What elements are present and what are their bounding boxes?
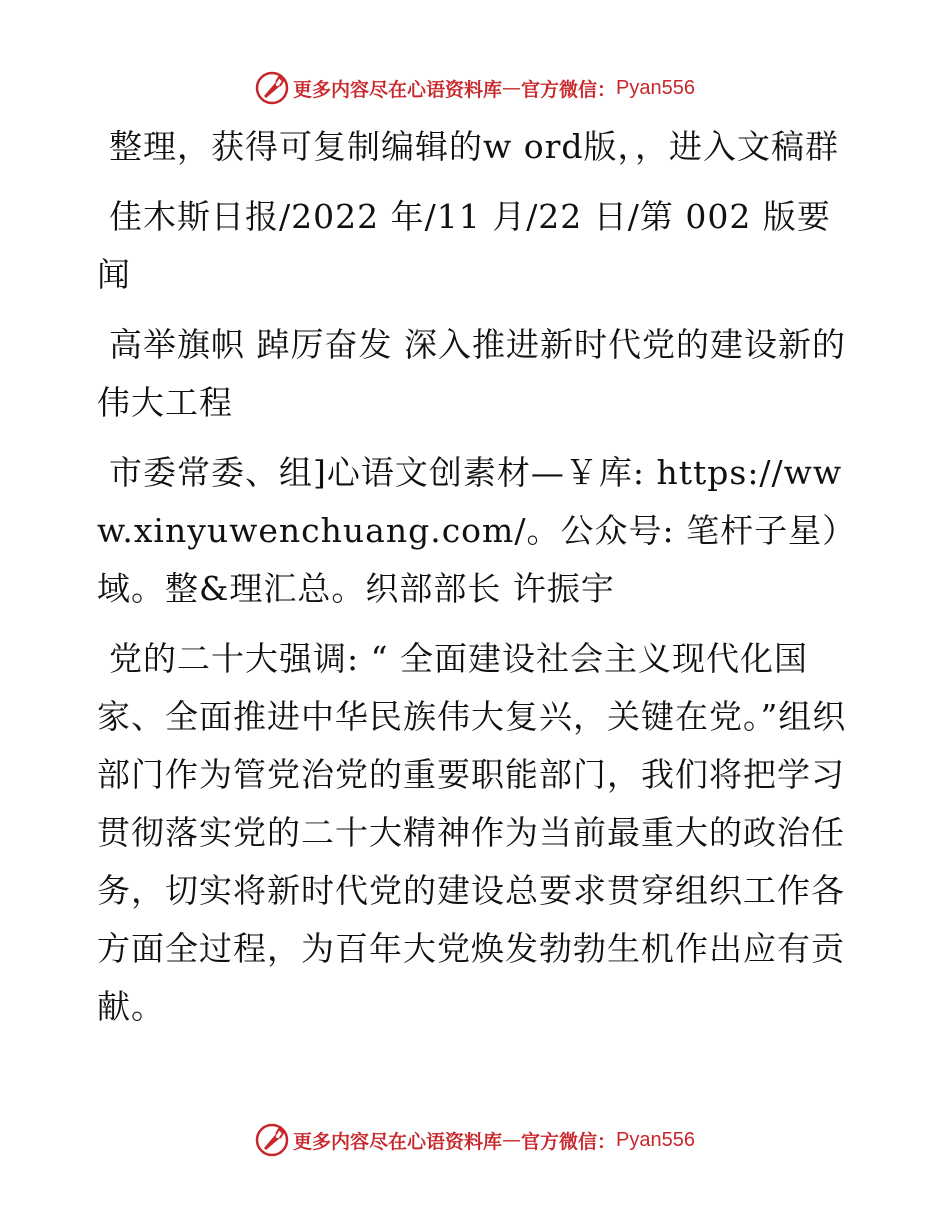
- watermark-banner-bottom: [0, 1120, 950, 1160]
- watermark-wechat-label: 官方微信：: [521, 1130, 617, 1153]
- watermark-banner-top: [0, 68, 950, 108]
- watermark-wechat-id: Pyan556: [616, 1128, 695, 1151]
- fountain-pen-nib-icon: [255, 71, 289, 105]
- body-paragraph: 党的二十大强调: “ 全面建设社会主义现代化国家、全面推进中华民族伟大复兴，关键在党。”组织部门作为管党治党的重要职能部门，我们将把学习贯彻落实党的二十大精神作为当前最重大的政治任务，切实将新时代党的建设总要求贯穿组织工作各方面全过程，为百年大党焕发勃勃生机作出应有贡献。: [97, 639, 847, 1026]
- fountain-pen-nib-icon: [255, 1123, 289, 1157]
- watermark-dash: —: [502, 1129, 522, 1151]
- article-title: 高举旗帜 踔厉奋发 深入推进新时代党的建设新的伟大工程: [97, 325, 846, 422]
- document-body: [97, 118, 857, 1048]
- watermark-wechat-id: Pyan556: [616, 76, 695, 99]
- watermark-wechat-label: 官方微信：: [521, 78, 617, 101]
- watermark-dash: —: [502, 77, 522, 99]
- source-line: 佳木斯日报/2022 年/11 月/22 日/第 002 版要闻: [97, 197, 831, 294]
- intro-note: 整理，获得可复制编辑的w ord版，，进入文稿群: [109, 127, 840, 166]
- watermark-site-name: 更多内容尽在心语资料库: [293, 78, 503, 101]
- watermark-site-name: 更多内容尽在心语资料库: [293, 1130, 503, 1153]
- author-line: 市委常委、组]心语文创素材—￥库: https://www.xinyuwenchuang.com/。公众号: 笔杆子星）域。整&理汇总。织部部长 许振宇: [97, 453, 857, 608]
